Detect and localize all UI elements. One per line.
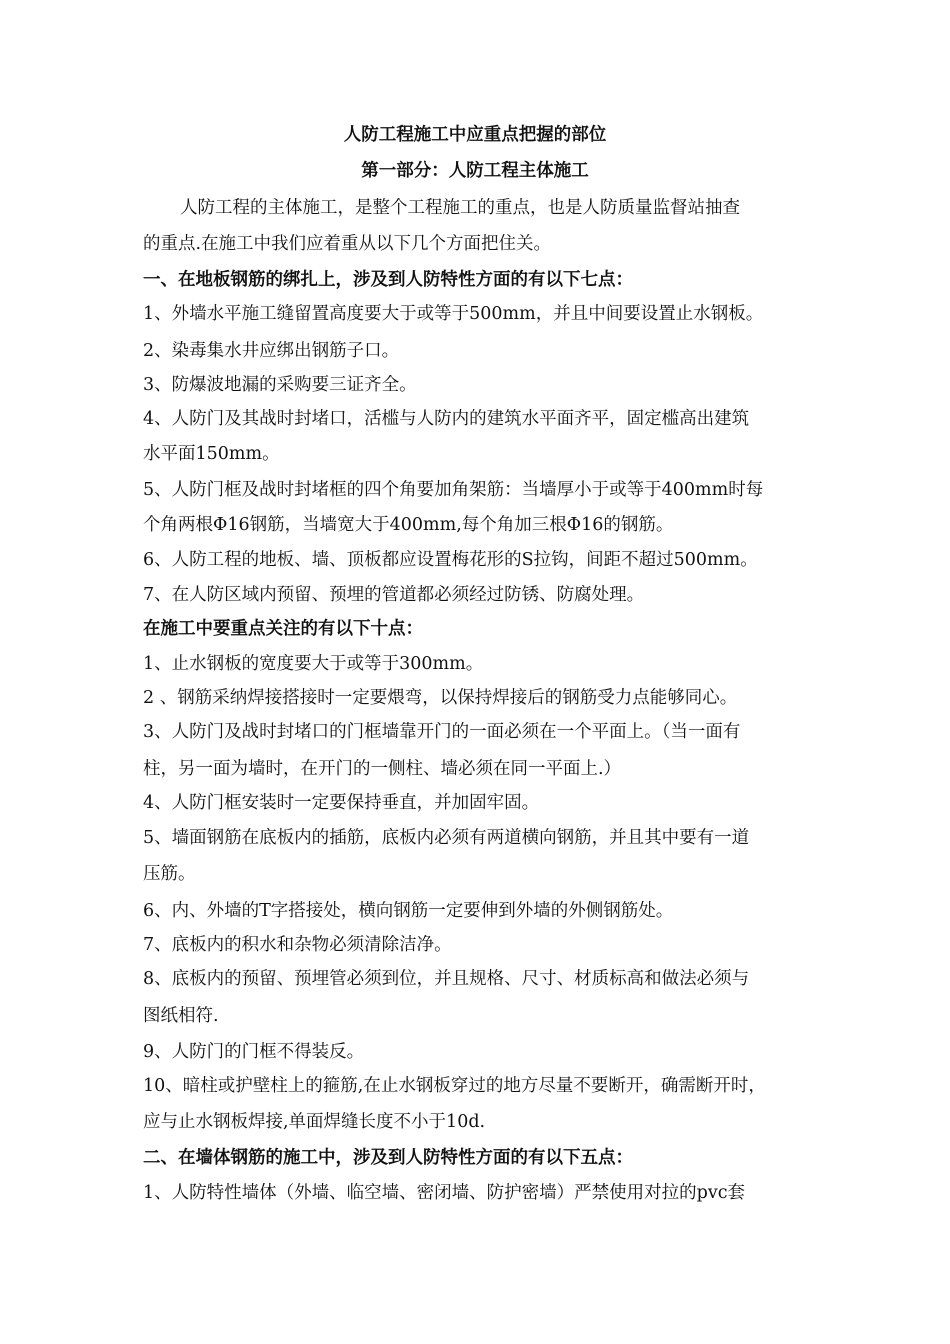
list-item: 4、人防门及其战时封堵口，活槛与人防内的建筑水平面齐平，固定槛高出建筑 (143, 409, 750, 429)
list-item: 柱，另一面为墙时，在开门的一侧柱、墙必须在同一平面上.） (143, 759, 622, 779)
part-heading: 第一部分：人防工程主体施工 (361, 161, 589, 181)
list-item: 4、人防门框安装时一定要保持垂直，并加固牢固。 (143, 793, 540, 813)
list-item: 压筋。 (143, 864, 196, 884)
list-item: 5、人防门框及战时封堵框的四个角要加角架筋：当墙厚小于或等于400mm时每 (143, 480, 764, 500)
list-item: 6、内、外墙的T字搭接处，横向钢筋一定要伸到外墙的外侧钢筋处。 (143, 901, 674, 921)
document-title: 人防工程施工中应重点把握的部位 (343, 125, 607, 145)
list-item: 个角两根Φ16钢筋，当墙宽大于400mm,每个角加三根Φ16的钢筋。 (143, 515, 674, 535)
list-item: 2、染毒集水井应绑出钢筋子口。 (143, 341, 400, 361)
list-item: 10、暗柱或护壁柱上的箍筋,在止水钢板穿过的地方尽量不要断开，确需断开时， (143, 1076, 766, 1096)
list-item: 8、底板内的预留、预埋管必须到位，并且规格、尺寸、材质标高和做法必须与 (143, 969, 750, 989)
list-item: 图纸相符. (143, 1006, 219, 1026)
list-item: 7、底板内的积水和杂物必须清除洁净。 (143, 935, 452, 955)
list-item: 1、人防特性墙体（外墙、临空墙、密闭墙、防护密墙）严禁使用对拉的pvc套 (143, 1183, 746, 1203)
list-item: 6、人防工程的地板、墙、顶板都应设置梅花形的S拉钩，间距不超过500mm。 (143, 550, 758, 570)
list-item: 3、人防门及战时封堵口的门框墙靠开门的一面必须在一个平面上。（当一面有 (143, 722, 741, 742)
list-item: 应与止水钢板焊接,单面焊缝长度不小于10d. (143, 1112, 486, 1132)
intro-line: 人防工程的主体施工，是整个工程施工的重点，也是人防质量监督站抽查 (180, 198, 740, 218)
list-item: 1、外墙水平施工缝留置高度要大于或等于500mm，并且中间要设置止水钢板。 (143, 304, 764, 324)
list-item: 7、在人防区域内预留、预埋的管道都必须经过防锈、防腐处理。 (143, 585, 645, 605)
section-heading: 在施工中要重点关注的有以下十点： (143, 619, 423, 639)
list-item: 水平面150mm。 (143, 444, 280, 464)
section-heading: 一、在地板钢筋的绑扎上，涉及到人防特性方面的有以下七点： (143, 270, 633, 290)
intro-line: 的重点.在施工中我们应着重从以下几个方面把住关。 (143, 234, 552, 254)
list-item: 3、防爆波地漏的采购要三证齐全。 (143, 375, 417, 395)
list-item: 9、人防门的门框不得装反。 (143, 1042, 365, 1062)
list-item: 5、墙面钢筋在底板内的插筋，底板内必须有两道横向钢筋，并且其中要有一道 (143, 828, 750, 848)
section-heading: 二、在墙体钢筋的施工中，涉及到人防特性方面的有以下五点： (143, 1148, 633, 1168)
list-item: 1、止水钢板的宽度要大于或等于300mm。 (143, 654, 484, 674)
list-item: 2 、钢筋采纳焊接搭接时一定要煨弯，以保持焊接后的钢筋受力点能够同心。 (143, 688, 738, 708)
